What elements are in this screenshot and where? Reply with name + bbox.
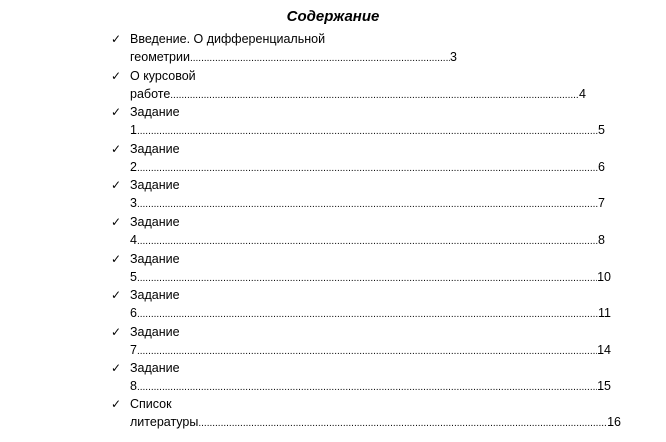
toc-entry-heading: Введение. О дифференциальной — [130, 32, 326, 46]
toc-page-number: 3 — [450, 50, 457, 64]
toc-entry-9[interactable] — [0, 323, 666, 359]
checkmark-icon: ✓ — [111, 252, 122, 266]
toc-entry-5[interactable] — [0, 176, 666, 212]
toc-entry-leader — [130, 304, 611, 324]
toc-page-number: 7 — [598, 196, 605, 210]
toc-entry-leader — [130, 85, 586, 105]
toc-entry-subheading: 7 — [130, 343, 137, 357]
toc-entry-heading: Список — [130, 397, 172, 411]
toc-entry-subheading: 6 — [130, 306, 137, 320]
toc-page-number: 14 — [597, 343, 611, 357]
checkmark-icon: ✓ — [111, 361, 122, 375]
toc-entry-4[interactable] — [0, 140, 666, 176]
toc-entry-heading: Задание — [130, 142, 180, 156]
toc-entry-subheading: геометрии — [130, 50, 190, 64]
toc-entry-heading: О курсовой — [130, 69, 196, 83]
toc-entry-subheading: 1 — [130, 123, 137, 137]
checkmark-icon: ✓ — [111, 178, 122, 192]
toc-entry-heading: Задание — [130, 105, 180, 119]
checkmark-icon: ✓ — [111, 142, 122, 156]
leader-dots — [190, 50, 450, 68]
toc-entry-1[interactable] — [0, 30, 666, 66]
toc-entry-6[interactable] — [0, 213, 666, 249]
toc-entry-subheading: 4 — [130, 233, 137, 247]
checkmark-icon: ✓ — [111, 397, 122, 411]
toc-entry-subheading: работе — [130, 87, 171, 101]
toc-page-number: 4 — [579, 87, 586, 101]
leader-dots — [137, 306, 598, 324]
toc-entry-subheading: 3 — [130, 196, 137, 210]
toc-entry-heading: Задание — [130, 325, 180, 339]
toc-entry-leader — [130, 194, 605, 214]
toc-entry-leader — [130, 121, 605, 141]
checkmark-icon: ✓ — [111, 32, 122, 46]
checkmark-icon: ✓ — [111, 105, 122, 119]
toc-entry-leader — [130, 231, 605, 251]
toc-entry-heading: Задание — [130, 178, 180, 192]
leader-dots — [137, 123, 598, 141]
checkmark-icon: ✓ — [111, 215, 122, 229]
toc-entry-heading: Задание — [130, 288, 180, 302]
toc-entry-leader — [130, 268, 611, 288]
toc-page-number: 16 — [607, 415, 621, 429]
leader-dots — [137, 233, 598, 251]
toc-entry-heading: Задание — [130, 361, 180, 375]
toc-entry-2[interactable] — [0, 67, 666, 103]
toc-page-number: 11 — [598, 306, 611, 320]
toc-title: Содержание — [286, 8, 380, 25]
toc-entry-8[interactable] — [0, 286, 666, 322]
toc-entry-heading: Задание — [130, 252, 180, 266]
toc-page-number: 10 — [597, 270, 611, 284]
checkmark-icon: ✓ — [111, 288, 122, 302]
toc-page-number: 8 — [598, 233, 605, 247]
toc-entry-leader — [130, 158, 605, 178]
leader-dots — [137, 196, 598, 214]
toc-page-number: 6 — [598, 160, 605, 174]
leader-dots — [198, 415, 607, 433]
toc-entry-leader — [130, 413, 621, 433]
toc-entry-7[interactable] — [0, 250, 666, 286]
toc-entry-subheading: 5 — [130, 270, 137, 284]
toc-entry-leader — [130, 377, 611, 397]
checkmark-icon: ✓ — [111, 69, 122, 83]
toc-entry-subheading: литературы — [130, 415, 199, 429]
toc-entry-subheading: 2 — [130, 160, 137, 174]
toc-entry-11[interactable] — [0, 395, 666, 431]
toc-entry-heading: Задание — [130, 215, 180, 229]
checkmark-icon: ✓ — [111, 325, 122, 339]
toc-entry-leader — [130, 341, 611, 361]
toc-entry-leader — [130, 48, 457, 68]
toc-page-number: 5 — [598, 123, 605, 137]
toc-entry-10[interactable] — [0, 359, 666, 395]
toc-page-number: 15 — [597, 379, 611, 393]
toc-entry-subheading: 8 — [130, 379, 137, 393]
toc-entry-3[interactable] — [0, 103, 666, 139]
